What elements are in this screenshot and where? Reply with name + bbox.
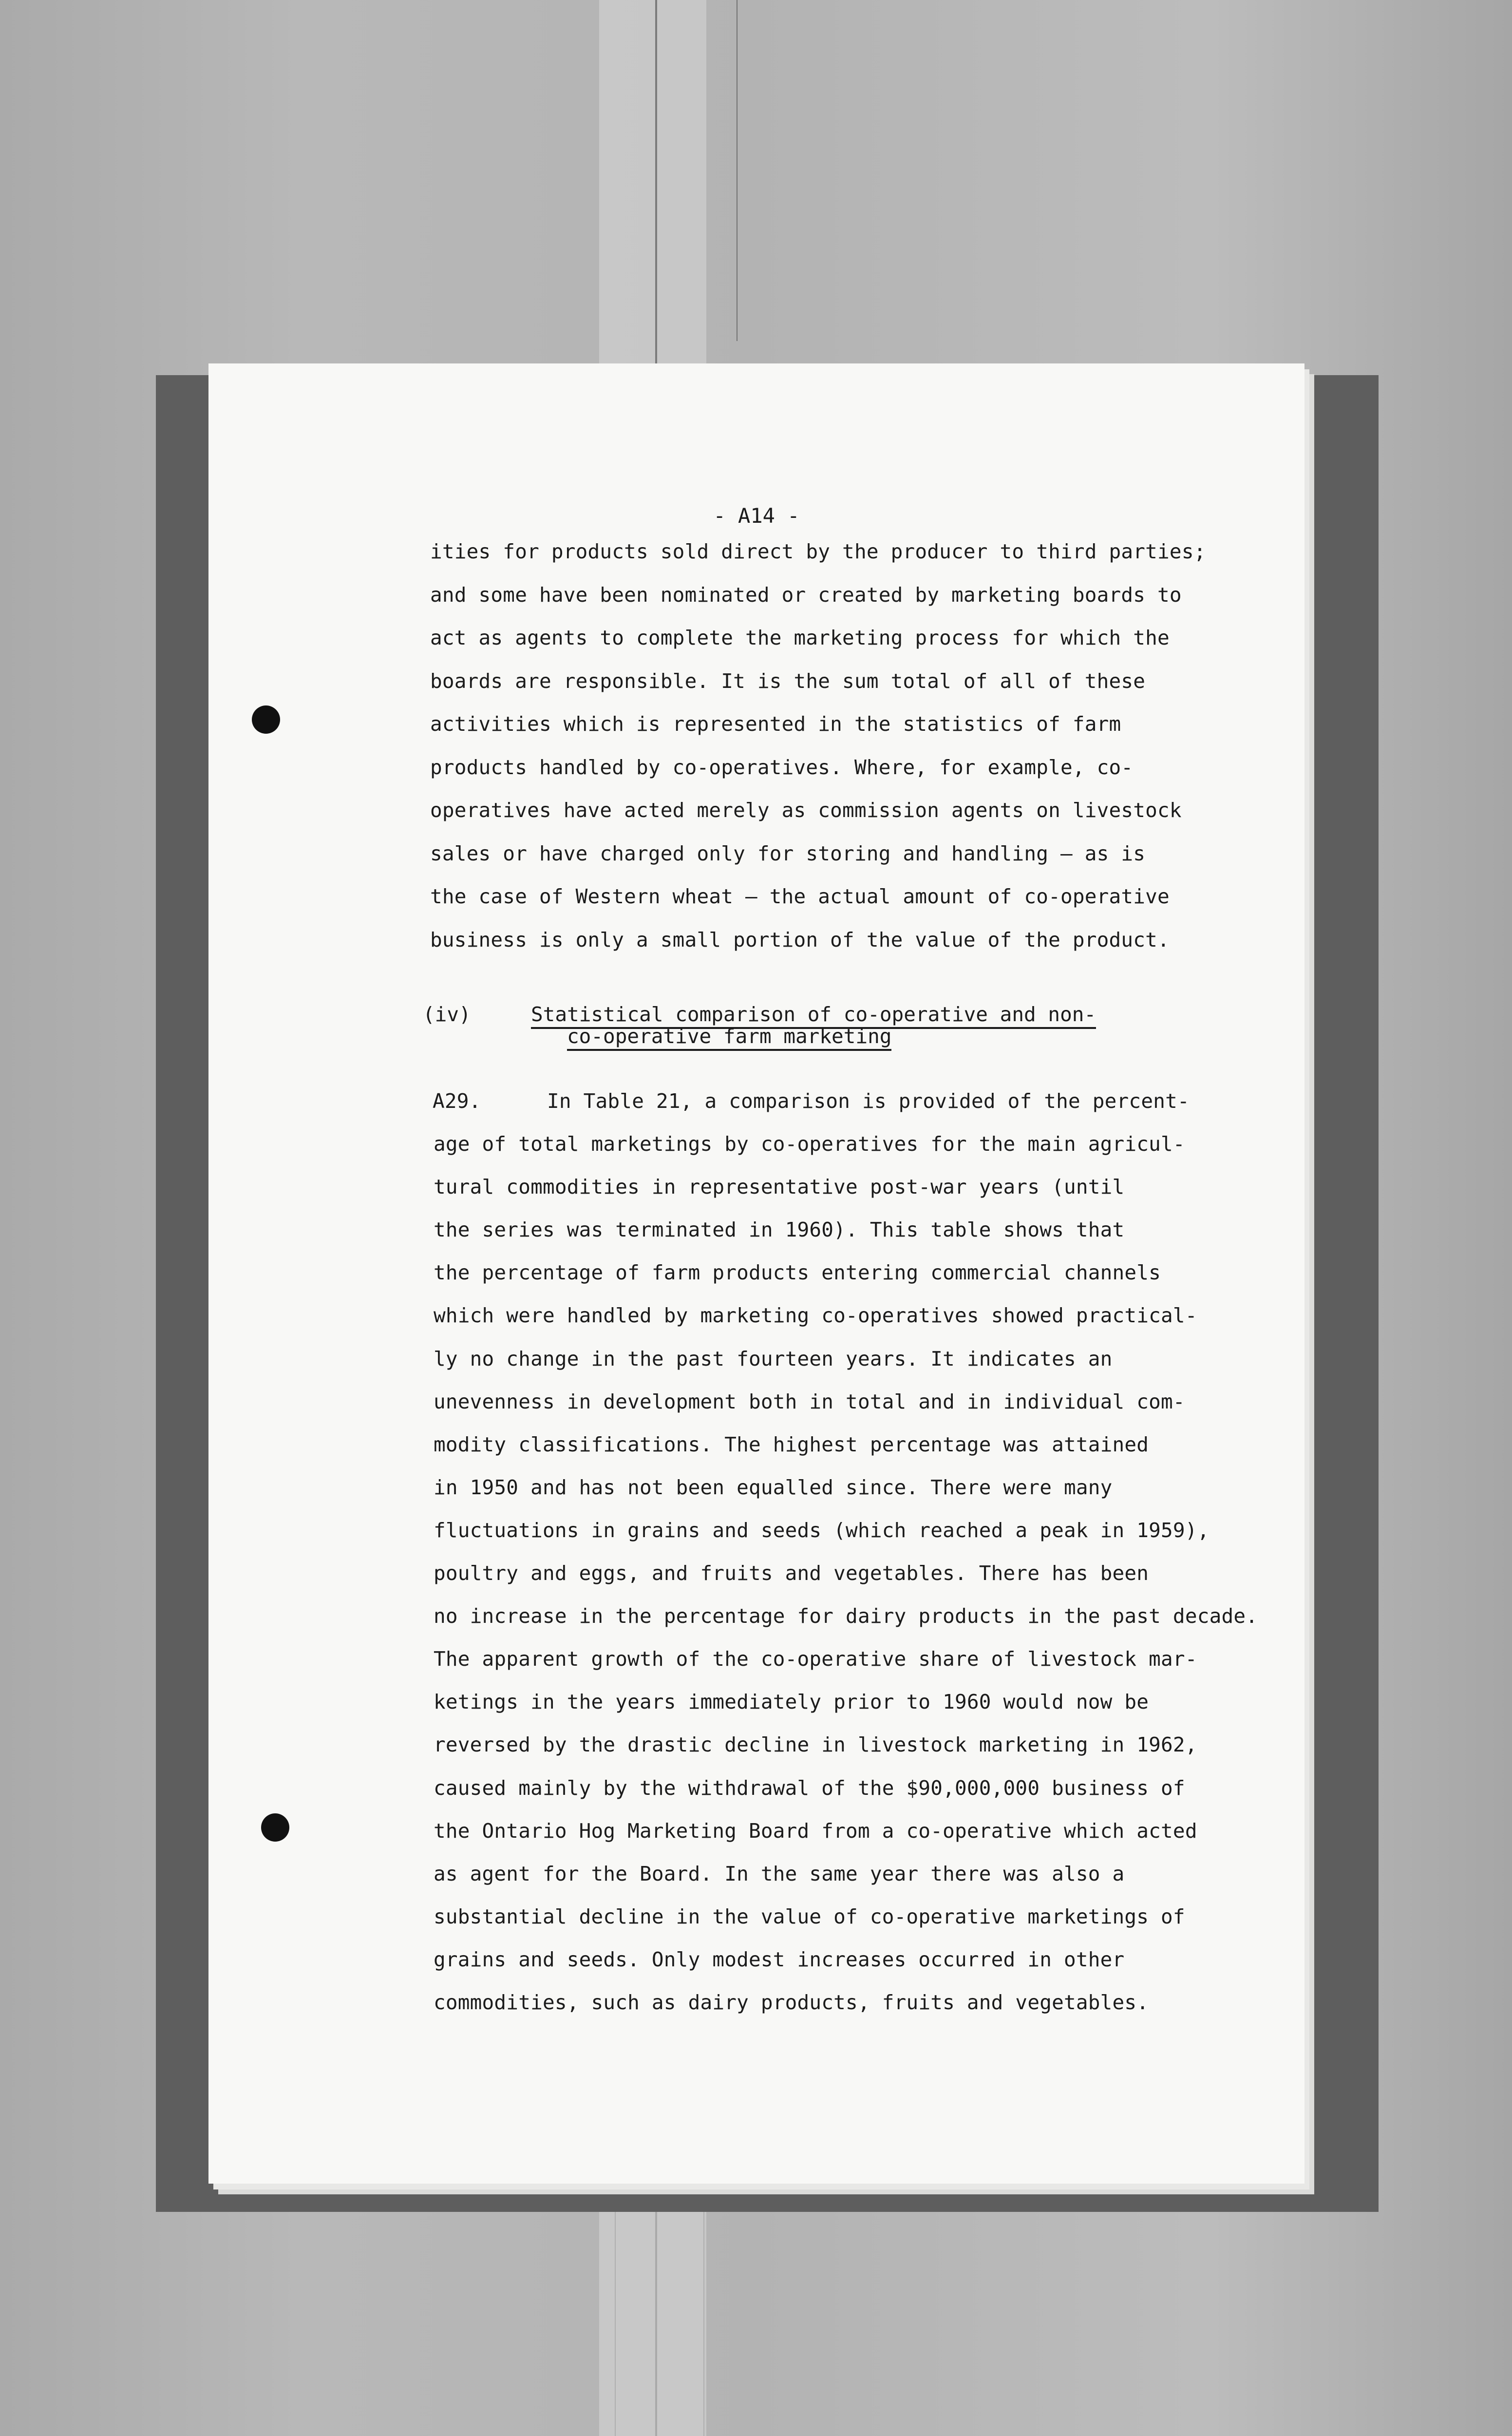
text-line: reversed by the drastic decline in livestock marketing in 1962,: [434, 1733, 1197, 1757]
text-line: poultry and eggs, and fruits and vegetables. There has been: [434, 1561, 1149, 1585]
paragraph-label: A29.: [433, 1089, 481, 1113]
text-line: fluctuations in grains and seeds (which reached a peak in 1959),: [434, 1518, 1210, 1542]
text-line: products handled by co-operatives. Where, for example, co-: [430, 755, 1134, 779]
text-line: The apparent growth of the co-operative share of livestock mar-: [434, 1647, 1197, 1671]
text-line: modity classifications. The highest percentage was attained: [434, 1432, 1149, 1456]
section-title-line-1: Statistical comparison of co-operative and non-: [531, 1003, 1096, 1029]
text-line: sales or have charged only for storing and handling — as is: [430, 841, 1146, 865]
text-line: in 1950 and has not been equalled since. There were many: [434, 1475, 1113, 1499]
text-line: business is only a small portion of the value of the product.: [430, 928, 1170, 952]
punch-hole-top: [252, 705, 280, 734]
text-line: tural commodities in representative post-war years (until: [434, 1175, 1125, 1199]
text-line: substantial decline in the value of co-operative marketings of: [434, 1904, 1185, 1928]
text-line: as agent for the Board. In the same year there was also a: [434, 1862, 1125, 1885]
text-line: and some have been nominated or created by marketing boards to: [430, 583, 1182, 607]
typed-page: [208, 363, 1304, 2184]
text-line: activities which is represented in the statistics of farm: [430, 712, 1121, 736]
text-line: grains and seeds. Only modest increases occurred in other: [434, 1947, 1125, 1971]
punch-hole-bottom: [261, 1813, 289, 1842]
text-line: no increase in the percentage for dairy products in the past decade.: [434, 1604, 1258, 1628]
section-number: (iv): [423, 1003, 471, 1026]
text-line: ketings in the years immediately prior to 1960 would now be: [434, 1690, 1149, 1714]
text-line: unevenness in development both in total and in individual com-: [434, 1389, 1185, 1413]
text-line: caused mainly by the withdrawal of the $90,000,000 business of: [434, 1776, 1185, 1800]
text-line: the Ontario Hog Marketing Board from a co-operative which acted: [434, 1819, 1197, 1843]
text-line: the series was terminated in 1960). This table shows that: [434, 1218, 1125, 1242]
text-line: ly no change in the past fourteen years. It indicates an: [434, 1347, 1113, 1370]
tape-strip: [615, 2202, 704, 2436]
paragraph-2-first-line: In Table 21, a comparison is provided of the percent-: [547, 1089, 1190, 1113]
section-title-line-2: co-operative farm marketing: [567, 1025, 891, 1051]
page-number: - A14 -: [713, 504, 800, 528]
text-line: act as agents to complete the marketing process for which the: [430, 626, 1170, 649]
text-line: ities for products sold direct by the producer to third parties;: [430, 540, 1206, 563]
paragraph-2: [208, 363, 1304, 2184]
text-line: which were handled by marketing co-operatives showed practical-: [434, 1304, 1197, 1328]
text-line: age of total marketings by co-operatives for the main agricul-: [434, 1132, 1185, 1156]
text-line: the case of Western wheat — the actual amount of co-operative: [430, 885, 1170, 908]
text-line: the percentage of farm products entering commercial channels: [434, 1261, 1161, 1285]
text-line: boards are responsible. It is the sum total of all of these: [430, 669, 1146, 693]
text-line: commodities, such as dairy products, fruits and vegetables.: [434, 1991, 1149, 2014]
text-line: operatives have acted merely as commission agents on livestock: [430, 799, 1182, 822]
